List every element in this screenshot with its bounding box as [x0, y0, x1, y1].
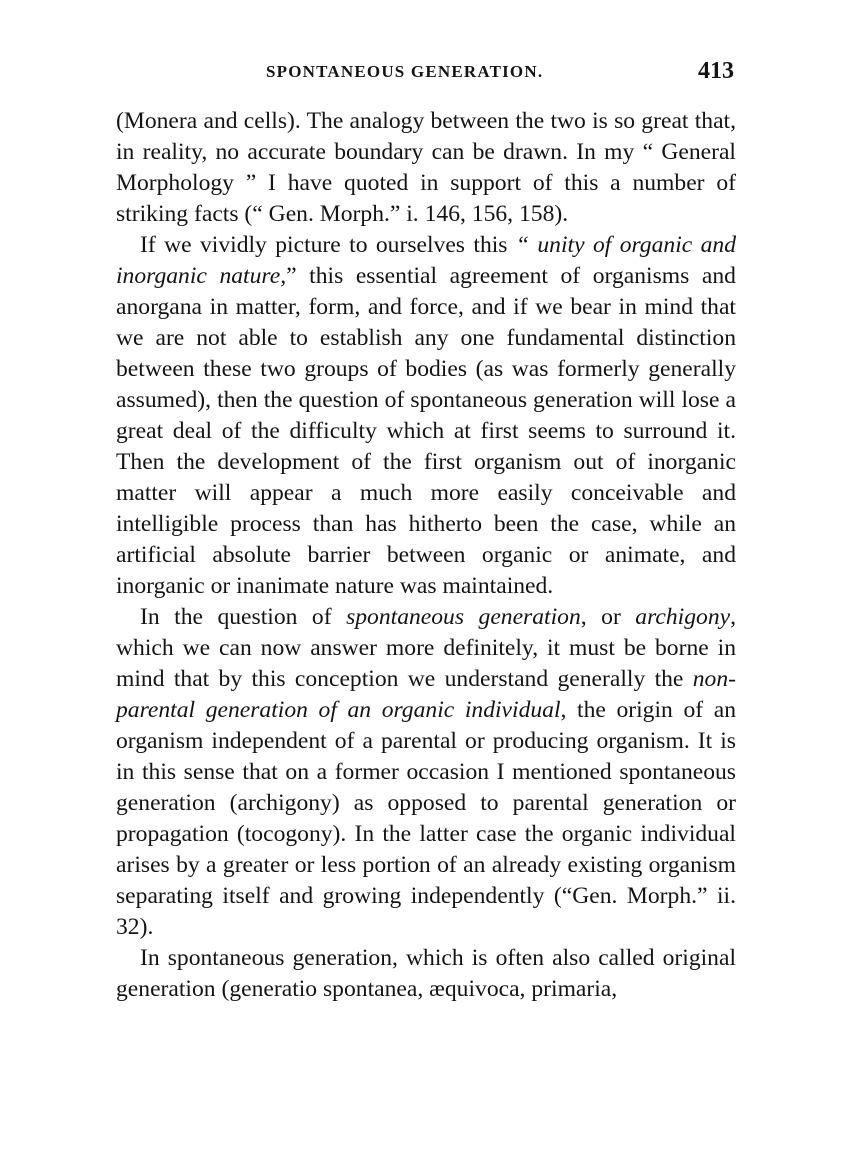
- text-segment: ” this essential agreement of organisms and anorgana in matter, form, and force, and if we bear in mind that we are not able to establish any one fundamental distinction between these two groups of bodies (as was formerly generally assumed), then the question of spontaneous generation will lose a great deal of the difficulty which at first seems to surround it. Then the development of the first organism out of inorganic matter will appear a much more easily conceivable and intelligible process than has hitherto been the case, while an artificial absolute barrier between organic or animate, and inorganic or inanimate nature was maintained.: [116, 263, 736, 599]
- text-segment: In the question of: [140, 604, 347, 630]
- paragraph-1: [116, 106, 736, 230]
- text-segment: In spontaneous generation, which is often also called original generation (generatio spontanea, æquivoca, primaria,: [116, 945, 736, 1002]
- text-segment: , which we can now answer more definitely, it must be borne in mind that by this conception we understand generally the: [116, 604, 736, 692]
- paragraph-4: [116, 943, 736, 1005]
- text-segment: If we vividly picture to ourselves this: [140, 232, 516, 258]
- text-segment: (Monera and cells). The analogy between the two is so great that, in reality, no accurate boundary can be drawn. In my “ General Morphology ” I have quoted in support of this a number of striking facts (“ Gen. Morph.” i. 146, 156, 158).: [116, 108, 736, 227]
- paragraph-2: [116, 230, 736, 602]
- paragraph-3: [116, 602, 736, 943]
- running-head: SPONTANEOUS GENERATION.: [266, 62, 544, 81]
- italic-phrase: “ unity of organic and inorganic nature,: [116, 232, 736, 289]
- italic-phrase: archigony: [635, 604, 731, 630]
- text-segment: , or: [580, 604, 636, 630]
- text-segment: the origin of an organism independent of a parental or producing organism. It is in this sense that on a former occasion I mentioned spontaneous generation (archigony) as opposed to parental generation or propagation (tocogony). In the latter case the organic individual arises by a greater or less portion of an already existing organism separating itself and growing independently (“Gen. Morph.” ii. 32).: [116, 697, 736, 940]
- page-header: [116, 58, 736, 92]
- italic-phrase: spontaneous generation: [346, 604, 581, 630]
- italic-phrase: non-parental generation of an organic individual,: [116, 666, 736, 723]
- body-text: [116, 106, 736, 1005]
- page-number: 413: [698, 58, 734, 84]
